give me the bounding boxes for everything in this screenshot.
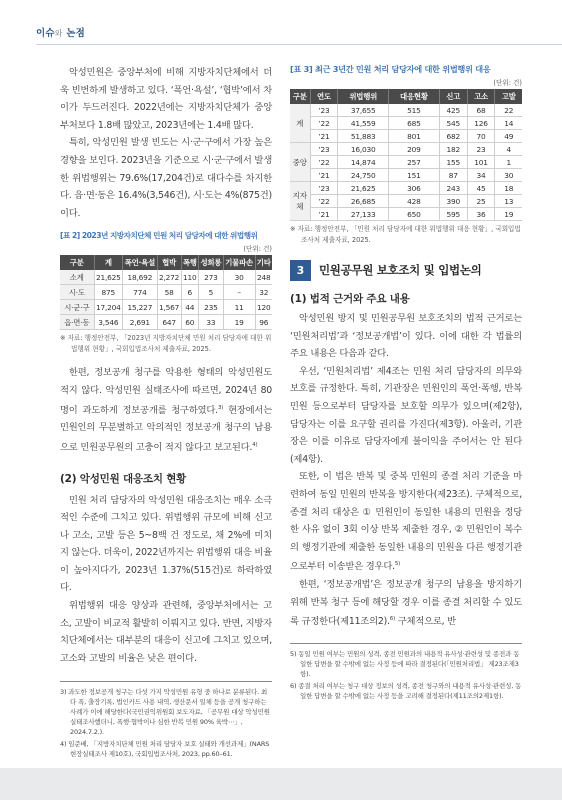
table-2-header: 폭언·욕설 <box>123 255 158 270</box>
table-cell: 19 <box>223 315 255 330</box>
header-title-part1: 이슈 <box>36 28 55 39</box>
right-footnotes <box>290 643 522 701</box>
table-cell: 23 <box>467 143 495 156</box>
table-cell: 209 <box>389 143 440 156</box>
table-cell: 18,692 <box>123 270 158 285</box>
footnote: 4) 임준배, 「지방자치단체 민원 처리 담당자 보호 실태와 개선과제」(NARS 현장실태조사 제10호), 국회입법조사처, 2023, pp.60–61. <box>60 740 270 759</box>
table-cell: 545 <box>439 117 467 130</box>
left-footnotes <box>60 681 272 759</box>
table-cell: 87 <box>439 169 467 182</box>
table-2-header: 폭행 <box>181 255 198 270</box>
footnote-ref[interactable]: 4) <box>252 441 258 448</box>
table-row <box>290 143 522 156</box>
left-paragraph-2: 특히, 악성민원 발생 빈도는 시·군·구에서 가장 높은 경향을 보인다. 2023년을 기준으로 시·군·구에서 발생한 위법행위는 79.6%(17,204건)로 대다수를 차지한다. 읍·면·동은 16.4%(3,546건), 시·도는 4%(875건)이다. <box>60 137 272 219</box>
table-cell: 428 <box>389 195 440 208</box>
table-row <box>60 285 272 300</box>
table-cell: 682 <box>439 130 467 143</box>
table-cell: 읍·면·동 <box>60 315 94 330</box>
right-paragraph-4 <box>290 576 522 631</box>
table-cell: 257 <box>389 156 440 169</box>
table-2-header: 협박 <box>157 255 181 270</box>
right-paragraph-3 <box>290 468 522 576</box>
table-cell: 390 <box>439 195 467 208</box>
table-cell: 2,691 <box>123 315 158 330</box>
table-group-label: 지자체 <box>290 182 310 221</box>
table-cell: 15,227 <box>123 300 158 315</box>
footnote: 6) 종결 처리 여부는 청구 대상 정보의 성격, 종전 청구와의 내용적 유사성·관련성, 동일한 답변을 할 수밖에 없는 사정 등을 고려해 결정된다(제11조의2제1항). <box>290 681 522 700</box>
table-row <box>290 117 522 130</box>
table-cell: ’23 <box>310 104 338 117</box>
table-row <box>290 130 522 143</box>
table-cell: 3,546 <box>94 315 123 330</box>
table-row <box>60 300 272 315</box>
table-cell: 273 <box>199 270 224 285</box>
table-cell: 801 <box>389 130 440 143</box>
table-cell: ’23 <box>310 143 338 156</box>
table-cell: 182 <box>439 143 467 156</box>
table-cell: 68 <box>467 104 495 117</box>
table-2-header: 기물파손 <box>223 255 255 270</box>
right-paragraph-4-text: 한편, ‘정보공개법’은 정보공개 청구의 남용을 방지하기 위해 반복 청구 등에 해당할 경우 이를 종결 처리할 수 있도록 규정한다(제11조의2). <box>290 579 522 628</box>
table-cell: 21,625 <box>94 270 123 285</box>
table-3-header: 위법행위 <box>338 89 389 104</box>
table-cell: 30 <box>223 270 255 285</box>
table-cell: 650 <box>389 208 440 221</box>
table-2-header: 성희롱 <box>199 255 224 270</box>
table-cell: 25 <box>467 195 495 208</box>
table-cell: 19 <box>495 208 522 221</box>
table-2 <box>60 255 272 330</box>
footnote-divider <box>290 643 522 644</box>
table-cell: 30 <box>495 169 522 182</box>
table-cell: ’21 <box>310 208 338 221</box>
page-header <box>0 0 562 44</box>
table-3-header: 구분 <box>290 89 310 104</box>
table-row <box>290 195 522 208</box>
table-cell: 소계 <box>60 270 94 285</box>
table-row <box>290 208 522 221</box>
left-paragraph-4: 민원 처리 담당자의 악성민원 대응조치는 매우 소극적인 수준에 그치고 있다. 위법행위 규모에 비해 신고나 고소, 고발 등은 5~8백 건 정도로, 채 2%에 미치지 않는다. 더욱이, 2022년까지는 위법행위 대응 비율이 높아지다가, 2023년 1.37%(515건)로 하락하였다. <box>60 494 272 594</box>
table-group-label: 중앙 <box>290 143 310 182</box>
right-paragraph-3-text: 또한, 이 법은 반복 및 중복 민원의 종결 처리 기준을 마련하여 동일 민원의 반복을 방지한다(제23조). 구체적으로, 종결 처리 대상은 ① 민원인이 동일한 내용의 민원을 정당한 사유 없이 3회 이상 반복 제출한 경우, ② 민원인이 복수의 행정기관에 제출한 동일한 내용의 민원을 다른 행정기관으로부터 이송받은 경우다. <box>290 471 522 573</box>
table-row <box>60 315 272 330</box>
table-cell: 16,030 <box>338 143 389 156</box>
table-cell: – <box>223 285 255 300</box>
table-cell: 44 <box>181 300 198 315</box>
table-2-source-note: ※ 자료: 행정안전부, 「2023년 지방자치단체 민원 처리 담당자에 대한 위법행위 현황」, 국회입법조사처 제출자료, 2025. <box>60 334 272 353</box>
table-cell: ’22 <box>310 156 338 169</box>
table-3-block <box>290 64 522 245</box>
table-2-header-row <box>60 255 272 270</box>
left-column <box>60 64 272 759</box>
section-number-badge: 3 <box>290 260 311 281</box>
table-cell: ’21 <box>310 130 338 143</box>
table-cell: 101 <box>467 156 495 169</box>
table-cell: 26,685 <box>338 195 389 208</box>
table-cell: 36 <box>467 208 495 221</box>
footnote-divider <box>60 681 272 682</box>
header-title-part2: 논점 <box>66 28 85 39</box>
table-row <box>290 169 522 182</box>
header-divider <box>36 44 562 45</box>
table-3 <box>290 89 522 221</box>
table-cell: 1 <box>495 156 522 169</box>
table-cell: 235 <box>199 300 224 315</box>
table-row <box>290 156 522 169</box>
table-cell: 시·군·구 <box>60 300 94 315</box>
table-cell: 34 <box>467 169 495 182</box>
left-paragraph-3-text: 한편, 정보공개 청구를 악용한 형태의 악성민원도 적지 않다. 악성민원 실태조사에 따르면, 2024년 80명이 과도하게 정보공개를 청구하였다. <box>60 367 272 416</box>
table-3-header-row <box>290 89 522 104</box>
right-paragraph-2: 우선, ‘민원처리법’ 제4조는 민원 처리 담당자의 의무와 보호를 규정한다. 특히, 기관장은 민원인의 폭언·폭행, 반복 민원 등으로부터 담당자를 보호할 의무가 있으며(제2항), 담당자는 이를 요구할 권리를 가진다(제3항). 아울러, 기관장은 이를 이유로 담당자에게 불이익을 주어서는 안 된다(제4항). <box>290 365 522 465</box>
right-paragraph-1: 악성민원 방지 및 민원공무원 보호조치의 법적 근거로는 ‘민원처리법’과 ‘정보공개법’이 있다. 이에 대한 각 법률의 주요 내용은 다음과 같다. <box>290 313 522 360</box>
table-3-caption: [표 3] 최근 3년간 민원 처리 담당자에 대한 위법행위 대응 <box>290 64 491 74</box>
section-title: 민원공무원 보호조치 및 입법논의 <box>319 263 482 277</box>
table-cell: 425 <box>439 104 467 117</box>
right-paragraph-4-text-b: 구체적으로, 반 <box>395 616 456 628</box>
table-cell: 37,655 <box>338 104 389 117</box>
table-cell: 155 <box>439 156 467 169</box>
table-cell: 41,559 <box>338 117 389 130</box>
table-cell: 306 <box>389 182 440 195</box>
section-header-title <box>36 25 85 39</box>
table-cell: 70 <box>467 130 495 143</box>
table-cell: 647 <box>157 315 181 330</box>
table-cell: 243 <box>439 182 467 195</box>
table-cell: 24,750 <box>338 169 389 182</box>
table-cell: ’22 <box>310 195 338 208</box>
table-cell: 27,133 <box>338 208 389 221</box>
table-2-unit: (단위: 건) <box>243 245 272 254</box>
table-row <box>290 182 522 195</box>
table-cell: 51,883 <box>338 130 389 143</box>
table-row <box>60 270 272 285</box>
table-cell: 248 <box>255 270 272 285</box>
footnote: 3) 과도한 정보공개 청구는 다섯 가지 악성민원 유형 중 하나로 분류된다. 최다 폭, 출장기록, 법인카드 사용 내역, 생산문서 일체 등을 공개 청구하는 사례가 이에 해당한다(국민권익위원회 보도자료, 「공무원 대상 악성민원 실태조사했더니, 폭행·협박이나 심한 반복 민원 90% 육박⋯」, 2024.7.2.). <box>60 688 270 737</box>
table-2-header: 기타 <box>255 255 272 270</box>
table-cell: 875 <box>94 285 123 300</box>
table-cell: 1,567 <box>157 300 181 315</box>
table-cell: 33 <box>199 315 224 330</box>
table-cell: 685 <box>389 117 440 130</box>
table-cell: 49 <box>495 130 522 143</box>
table-cell: 13 <box>495 195 522 208</box>
footnote-ref[interactable]: 5) <box>394 561 401 568</box>
table-2-caption: [표 2] 2023년 지방자치단체 민원 처리 담당자에 대한 위법행위 <box>60 231 258 241</box>
table-cell: 515 <box>389 104 440 117</box>
table-cell: 22 <box>495 104 522 117</box>
header-title-amp: 와 <box>54 29 63 38</box>
table-cell: 11 <box>223 300 255 315</box>
table-cell: 774 <box>123 285 158 300</box>
right-column <box>290 64 522 701</box>
table-3-unit: (단위: 건) <box>493 79 522 87</box>
footnote-ref[interactable]: 6) <box>389 616 396 623</box>
table-cell: 2,272 <box>157 270 181 285</box>
table-group-label: 계 <box>290 104 310 143</box>
left-paragraph-1: 악성민원은 중앙부처에 비해 지방자치단체에서 더욱 빈번하게 발생하고 있다. ‘폭언·욕설’, ‘협박’에서 차이가 두드러진다. 2022년에는 지방자치단체가 중앙부처보다 1.8배 많았고, 2023년에는 1.4배 많다. <box>60 67 272 131</box>
table-3-header: 대응현황 <box>389 89 440 104</box>
table-2-header: 계 <box>94 255 123 270</box>
footnote-ref[interactable]: 3) <box>217 404 224 411</box>
table-cell: 14 <box>495 117 522 130</box>
table-cell: 120 <box>255 300 272 315</box>
table-cell: 32 <box>255 285 272 300</box>
table-2-header: 구분 <box>60 255 94 270</box>
table-2-block <box>60 230 272 354</box>
table-cell: 6 <box>181 285 198 300</box>
table-cell: 595 <box>439 208 467 221</box>
footnote: 5) 동일 민원 여부는 민원의 성격, 종전 민원과의 내용적 유사성·관련성 및 종전과 동일한 답변을 할 수밖에 없는 사정 등에 따라 결정된다(「민원처리법」 제23조제3항). <box>290 649 520 678</box>
table-cell: ’23 <box>310 182 338 195</box>
table-cell: 18 <box>495 182 522 195</box>
table-3-header: 신고 <box>439 89 467 104</box>
table-cell: 110 <box>181 270 198 285</box>
table-cell: 17,204 <box>94 300 123 315</box>
subheading-legal-basis: (1) 법적 근거와 주요 내용 <box>290 293 410 305</box>
table-cell: 14,874 <box>338 156 389 169</box>
table-3-header: 고발 <box>495 89 522 104</box>
table-cell: ’21 <box>310 169 338 182</box>
table-cell: 시·도 <box>60 285 94 300</box>
table-cell: 151 <box>389 169 440 182</box>
table-cell: 4 <box>495 143 522 156</box>
table-3-header: 연도 <box>310 89 338 104</box>
left-paragraph-3 <box>60 364 272 456</box>
table-cell: 60 <box>181 315 198 330</box>
left-paragraph-3-text-b: 현장에서는 민원인의 무분별하고 악의적인 정보공개 청구의 남용으로 민원공무원의 고충이 적지 않다고 보고된다. <box>60 404 272 453</box>
left-paragraph-5: 위법행위 대응 양상과 관련해, 중앙부처에서는 고소, 고발이 비교적 활발히 이뤄지고 있다. 반면, 지방자치단체에서는 대부분의 대응이 신고에 그치고 있으며, 고소와 고발의 비율은 낮은 편이다. <box>60 600 272 664</box>
table-3-header: 고소 <box>467 89 495 104</box>
subheading-response-status: (2) 악성민원 대응조치 현황 <box>60 472 187 485</box>
page-bottom-band <box>0 768 562 800</box>
table-cell: 58 <box>157 285 181 300</box>
section-3-heading <box>290 259 522 281</box>
table-cell: 126 <box>467 117 495 130</box>
table-cell: 5 <box>199 285 224 300</box>
table-cell: 45 <box>467 182 495 195</box>
table-cell: 96 <box>255 315 272 330</box>
table-3-source-note: ※ 자료: 행정안전부, 「민원 처리 담당자에 대한 위법행위 대응 현황」, 국회입법조사처 제출자료, 2025. <box>290 225 521 244</box>
table-cell: ’22 <box>310 117 338 130</box>
table-row <box>290 104 522 117</box>
table-cell: 21,625 <box>338 182 389 195</box>
